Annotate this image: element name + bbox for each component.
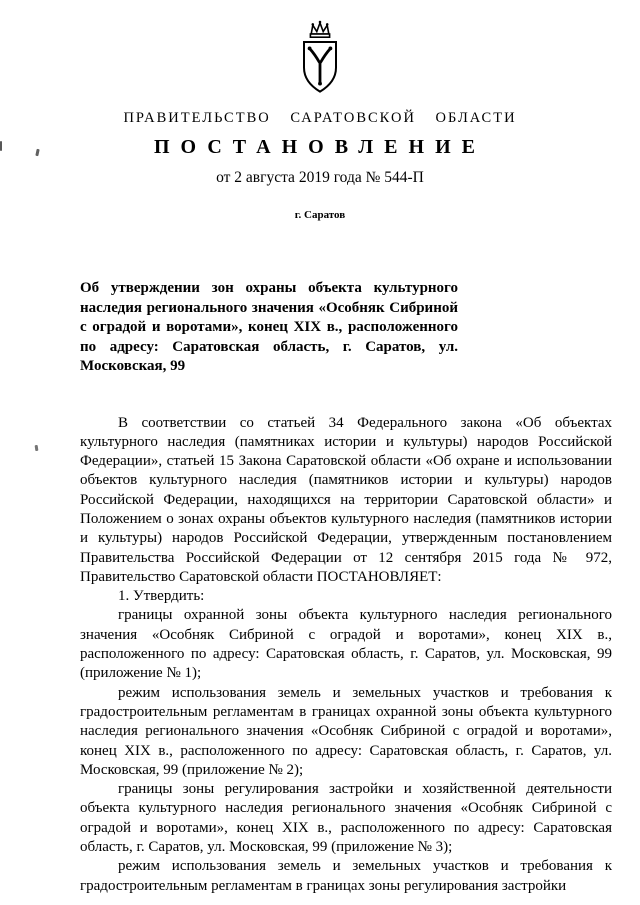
- document-title: Об утверждении зон охраны объекта культурного наследия регионального значения «Особняк Сибриной с оградой и воротами», конец XIX в., расположенного по адресу: Саратовская область, г. Саратов, ул. Московская, 99: [80, 280, 458, 374]
- paragraph: 1. Утвердить:: [118, 588, 205, 605]
- paragraph: В соответствии со статьей 34 Федерального закона «Об объектах культурного наследия (памятниках истории и культуры) народов Российской Федерации», статьей 15 Закона Саратовской области «Об охране и использовании объектов культурного наследия (памятников истории и культуры) народов Российской Федерации, находящихся на территории Саратовской области» и Положением о зонах охраны объектов культурного наследия (памятников истории и культуры) народов Российской Федерации, утвержденным постановлением Правительства Российской Федерации от 12 сентября 2015 года № 972, Правительство Саратовской области ПОСТАНОВЛЯЕТ:: [80, 414, 612, 585]
- saratov-coat-of-arms-icon: [294, 18, 346, 98]
- city-line: г. Саратов: [294, 209, 346, 221]
- paragraph: режим использования земель и земельных участков и требования к градостроительным регламентам в границах охранной зоны объекта культурного наследия регионального значения «Особняк Сибриной с оградой и воротами», конец XIX в., расположенного по адресу: Саратовская область, г. Саратов, ул. Московская, 99 (приложение № 2);: [80, 684, 612, 778]
- scan-speck: [35, 445, 39, 451]
- paragraph: границы охранной зоны объекта культурного наследия регионального значения «Особняк Сибриной с оградой и воротами», конец XIX в., расположенного по адресу: Саратовская область, г. Саратов, ул. Московская, 99 (приложение № 1);: [80, 607, 612, 682]
- document-type-heading: ПОСТАНОВЛЕНИЕ: [154, 136, 486, 158]
- document-body: [80, 414, 612, 896]
- government-name: ПРАВИТЕЛЬСТВО САРАТОВСКОЙ ОБЛАСТИ: [123, 110, 517, 126]
- scan-edge-mark: [0, 141, 2, 151]
- paragraph: режим использования земель и земельных участков и требования к градостроительным регламентам в границах зоны регулирования застройки: [80, 858, 612, 894]
- document-header: [0, 0, 640, 221]
- date-number-line: от 2 августа 2019 года № 544-П: [216, 169, 424, 186]
- paragraph: границы зоны регулирования застройки и хозяйственной деятельности объекта культурного наследия регионального значения «Особняк Сибриной с оградой и воротами», конец XIX в., расположенного по адресу: Саратовская область, г. Саратов, ул. Московская, 99 (приложение № 3);: [80, 781, 612, 856]
